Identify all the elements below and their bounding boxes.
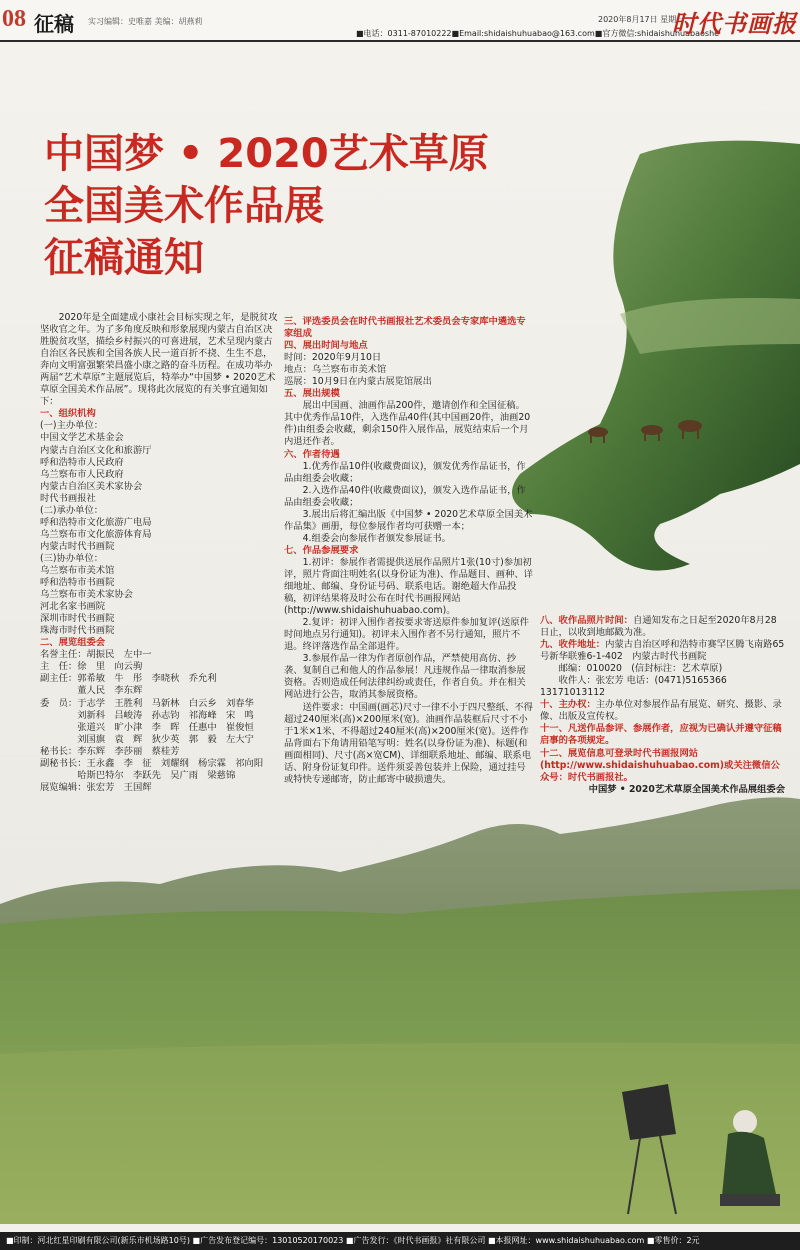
body-line: 主 任：徐 里 向云驹 bbox=[40, 661, 143, 673]
body-line: 张道兴 旷小津 李 晖 任惠中 崔俊恒 bbox=[40, 721, 254, 733]
body-line: 1.优秀作品10件(收藏费面议)，颁发优秀作品证书，作品由组委会收藏； bbox=[284, 460, 526, 484]
column-2-items bbox=[284, 316, 534, 786]
body-line: 展出中国画、油画作品200件，邀请创作和全国征稿。其中优秀作品10件，入选作品40件(其中国画20件，油画20件)由组委会收藏，剩余150件入展作品，展览结束后一个月内退还作者。 bbox=[284, 400, 531, 448]
section-heading: 十二、展览信息可登录时代书画报网站(http://www.shidaishuhuabao.com)或关注微信公众号：时代书画报社。 bbox=[540, 747, 780, 783]
page-header bbox=[0, 0, 800, 42]
body-line: 河北名家书画院 bbox=[40, 601, 106, 613]
headline-line-2: 全国美术作品展 bbox=[44, 183, 324, 229]
body-line: 刘国旗 袁 辉 狄少英 郭 毅 左大宁 bbox=[40, 733, 254, 745]
body-line: 展览编辑：张宏芳 王国辉 bbox=[40, 781, 152, 793]
paragraph-text: 自通知发布之日起至2020年8月28日止，以收到地邮戳为准。 bbox=[540, 615, 777, 639]
labeled-paragraph bbox=[540, 615, 785, 639]
headline-line-3: 征稿通知 bbox=[44, 235, 204, 281]
labeled-paragraph bbox=[540, 639, 785, 663]
article-column-3 bbox=[540, 615, 785, 796]
body-line: 副主任：郭希敏 牛 彤 李晓秋 乔允利 bbox=[40, 673, 217, 685]
body-line: 珠海市时代书画院 bbox=[40, 625, 115, 637]
section-heading: 三、评选委员会在时代书画报社艺术委员会专家库中遴选专家组成 bbox=[284, 316, 526, 340]
body-line: 中国文学艺术基金会 bbox=[40, 432, 124, 444]
body-line: 呼和浩特市文化旅游广电局 bbox=[40, 516, 152, 528]
headline bbox=[44, 128, 489, 284]
contact-line: ■电话：0311-87010222■Email:shidaishuhuabao@163.com■官方微信:shidaishuhuabaoshe bbox=[356, 29, 720, 38]
body-line: 乌兰察布市美术馆 bbox=[40, 564, 115, 576]
paragraph-text: 主办单位对参展作品有展览、研究、摄影、录像、出版及宣传权。 bbox=[540, 699, 782, 723]
body-line: (二)承办单位： bbox=[40, 504, 104, 516]
body-line: 送件要求：中国画(画芯)尺寸一律不小于四尺整纸、不得超过240厘米(高)×200厘米(宽)。油画作品装框后尺寸不小于1米×1米、不得超过240厘米(高)×200厘米(宽)。送件作品背面右下角请用铅笔写明：姓名(以身份证为准)、标题(和画面相同)、尺寸(高×宽CM)、详细联系地址、邮编、联系电话、附身份证复印件。送件须妥善包装并上保险，通过挂号或特快专递邮寄，防止邮寄中破损遗失。 bbox=[284, 701, 533, 785]
body-line: 刘新科 吕峻涛 孙志钧 祁海峰 宋 鸣 bbox=[40, 709, 254, 721]
section-heading: 二、展览组委会 bbox=[40, 637, 106, 649]
section-heading: 七、作品参展要求 bbox=[284, 544, 359, 556]
body-line: 呼和浩特市书画院 bbox=[40, 577, 115, 589]
body-line: 3.参展作品一律为作者原创作品，严禁使用高仿、抄袭、复制自己和他人的作品参展！凡违规作品一律取消参展资格。否则造成任何法律纠纷或责任，作者自负。并在相关网站进行公告，取消其参展资格。 bbox=[284, 653, 526, 701]
column-3-items bbox=[540, 615, 785, 784]
article-column-2 bbox=[284, 316, 534, 786]
body-line: 深圳市时代书画院 bbox=[40, 613, 115, 625]
body-line: 内蒙古自治区美术家协会 bbox=[40, 480, 143, 492]
body-line: 乌兰察布市文化旅游体育局 bbox=[40, 528, 152, 540]
body-line: 哈斯巴特尔 李跃先 吴广雨 梁慈锦 bbox=[40, 769, 236, 781]
organizer-signature: 中国梦 • 2020艺术草原全国美术作品展组委会 bbox=[588, 783, 785, 795]
issue-date: 2020年8月17日 星期一 bbox=[598, 15, 685, 24]
body-line: 时间：2020年9月10日 bbox=[284, 352, 382, 364]
body-line: (三)协办单位： bbox=[40, 552, 104, 564]
body-line: 邮编：010020 (信封标注：艺术草原) bbox=[558, 663, 723, 675]
section-heading: 六、作者待遇 bbox=[284, 448, 340, 460]
body-line: 委 员：于志学 王胜利 马新林 白云乡 刘春华 bbox=[40, 697, 254, 709]
page-footer: ■印制：河北红星印刷有限公司(新乐市机场路10号) ■广告发布登记编号：13010520170023 ■广告发行：《时代书画报》社有限公司 ■本报网址：www.shidaishuhuabao.com ■零售价：2元 bbox=[0, 1232, 800, 1250]
page-number: 08 bbox=[2, 6, 26, 32]
column-1-items bbox=[40, 408, 280, 794]
editors-line: 实习编辑：史唯嘉 美编：胡燕莉 bbox=[88, 17, 203, 26]
section-heading: 十一、凡送作品参评、参展作者，应视为已确认并遵守征稿启事的各项规定。 bbox=[540, 723, 782, 747]
section-name: 征稿 bbox=[34, 12, 74, 36]
article-column-1 bbox=[40, 312, 280, 794]
body-line: 呼和浩特市人民政府 bbox=[40, 456, 124, 468]
body-line: 董人民 李东辉 bbox=[40, 685, 143, 697]
body-line: 名誉主任：胡振民 左中一 bbox=[40, 649, 152, 661]
body-line: 巡展：10月9日在内蒙古展览馆展出 bbox=[284, 376, 432, 388]
paragraph-label: 九、收件地址： bbox=[540, 639, 606, 651]
intro-paragraph: 2020年是全面建成小康社会目标实现之年，是脱贫攻坚收官之年。为了多角度反映和形象展现内蒙古自治区决胜脱贫攻坚，描绘乡村振兴的可喜进展，艺术呈现内蒙古自治区各民族和全国各族人民一道百折不挠、生生不息，奔向文明富强繁荣昌盛小康之路的奋斗历程。在成功举办两届“艺术草原”主题展览后，特举办“中国梦 • 2020艺术草原全国美术作品展”。现将此次展览的有关事宜通知如下： bbox=[40, 312, 278, 408]
body-line: 2.复评：初评入围作者按要求寄送原件参加复评(送原件时间地点另行通知)。初评未入围作者不另行通知，照片不退。终评落选作品全部退件。 bbox=[284, 617, 529, 653]
labeled-paragraph bbox=[540, 699, 785, 723]
headline-line-1: 中国梦 • 2020艺术草原 bbox=[44, 131, 489, 177]
body-line: 收件人：张宏芳 电话：(0471)5165366 13171013112 bbox=[540, 675, 727, 699]
body-line: 2.入选作品40件(收藏费面议)，颁发入选作品证书，作品由组委会收藏； bbox=[284, 484, 526, 508]
body-line: 4.组委会向参展作者颁发参展证书。 bbox=[302, 532, 451, 544]
section-heading: 一、组织机构 bbox=[40, 408, 96, 420]
body-line: 乌兰察布市人民政府 bbox=[40, 468, 124, 480]
body-line: 3.展出后将汇编出版《中国梦 • 2020艺术草原全国美术作品集》画册，每位参展作者均可获赠一本； bbox=[284, 508, 533, 532]
paragraph-text: 内蒙古自治区呼和浩特市赛罕区腾飞南路65号新华联雅6-1-402 内蒙古时代书画院 bbox=[540, 639, 785, 663]
paragraph-label: 八、收作品照片时间： bbox=[540, 615, 633, 626]
body-line: 1.初评：参展作者需提供送展作品照片1张(10寸)参加初评，照片背面注明姓名(以身份证为准)、作品题目、画种、详细地址、邮编、身份证号码、联系电话。谢绝超大作品投稿，初评结果将及时公布在时代书画报网站(http://www.shidaishuhuabao.com)。 bbox=[284, 556, 533, 617]
body-line: 内蒙古时代书画院 bbox=[40, 540, 115, 552]
body-line: 时代书画报社 bbox=[40, 492, 96, 504]
masthead-logo: 时代书画报 bbox=[672, 9, 797, 38]
body-line: 乌兰察布市美术家协会 bbox=[40, 589, 133, 601]
section-heading: 五、展出规模 bbox=[284, 388, 340, 400]
section-heading: 四、展出时间与地点 bbox=[284, 340, 368, 352]
body-line: 副秘书长：王永鑫 李 征 刘耀纲 杨宗霖 祁向阳 bbox=[40, 757, 264, 769]
body-line: 秘书长：李东辉 李莎丽 蔡桂芳 bbox=[40, 745, 180, 757]
body-line: (一)主办单位： bbox=[40, 420, 104, 432]
body-line: 地点：乌兰察布市美术馆 bbox=[284, 364, 387, 376]
paragraph-label: 十、主办权： bbox=[540, 699, 596, 711]
body-line: 内蒙古自治区文化和旅游厅 bbox=[40, 444, 152, 456]
